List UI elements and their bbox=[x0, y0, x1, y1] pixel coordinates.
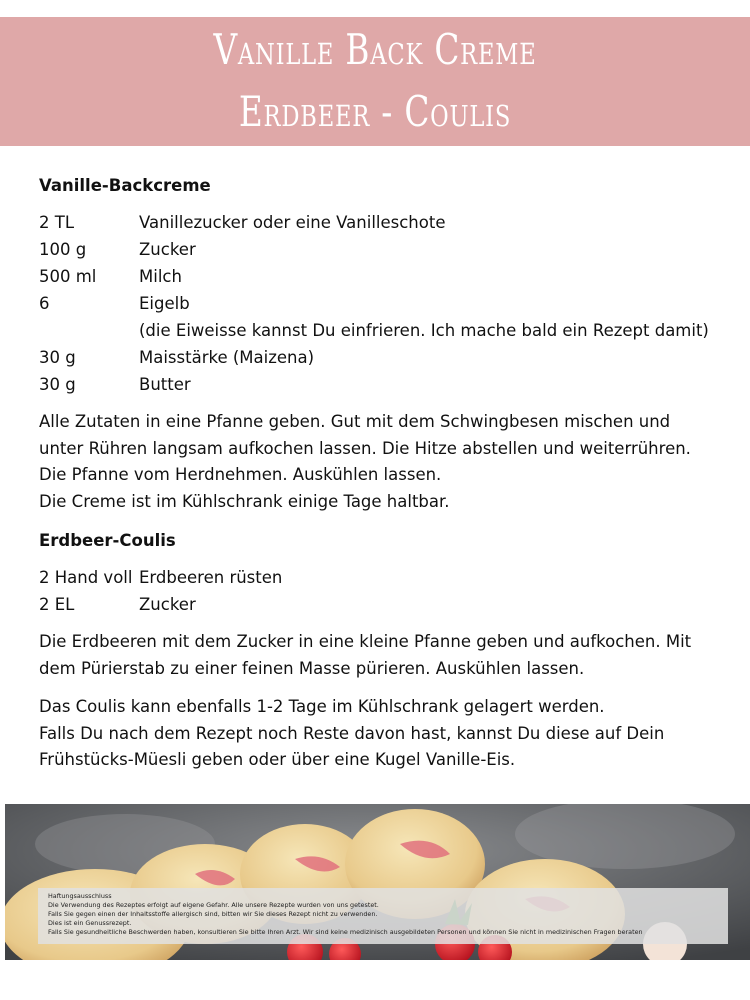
ingredient-amount: 6 bbox=[39, 294, 50, 313]
instruction-line: Falls Du nach dem Rezept noch Reste davon hast, kannst Du diese auf Dein bbox=[39, 723, 665, 743]
ingredient-item: Zucker bbox=[139, 240, 196, 259]
instruction-line: Frühstücks-Müesli geben oder über eine Kugel Vanille-Eis. bbox=[39, 750, 516, 769]
ingredient-row bbox=[39, 236, 729, 263]
ingredient-row bbox=[39, 290, 729, 317]
ingredient-amount: 30 g bbox=[39, 375, 76, 394]
recipe-content bbox=[39, 172, 729, 774]
ingredient-item: Vanillezucker oder eine Vanilleschote bbox=[139, 213, 446, 232]
ingredient-amount: 30 g bbox=[39, 348, 76, 367]
instruction-line: dem Pürierstab zu einer feinen Masse pürieren. Auskühlen lassen. bbox=[39, 658, 585, 678]
ingredient-item: Erdbeeren rüsten bbox=[139, 568, 283, 587]
instruction-line: unter Rühren langsam aufkochen lassen. Die Hitze abstellen und weiterrühren. bbox=[39, 438, 691, 458]
ingredient-amount: 100 g bbox=[39, 240, 87, 259]
ingredient-item: Maisstärke (Maizena) bbox=[139, 348, 315, 367]
disclaimer-line: Die Verwendung des Rezeptes erfolgt auf eigene Gefahr. Alle unsere Rezepte wurden von uns getestet. bbox=[48, 901, 379, 909]
ingredient-amount: 2 Hand voll bbox=[39, 568, 133, 587]
ingredient-item: Butter bbox=[139, 375, 191, 394]
instruction-line: Das Coulis kann ebenfalls 1-2 Tage im Kühlschrank gelagert werden. bbox=[39, 697, 605, 716]
disclaimer-line: Dies ist ein Genussrezept. bbox=[48, 919, 132, 927]
ingredient-row bbox=[39, 344, 729, 371]
ingredient-amount: 2 TL bbox=[39, 213, 75, 232]
title-banner bbox=[0, 17, 750, 146]
section-heading-vanille: Vanille-Backcreme bbox=[39, 176, 211, 195]
disclaimer-line: Falls Sie gesundheitliche Beschwerden haben, konsultieren Sie bitte Ihren Arzt. Wir sind keine medizinisch ausgebildeten Personen und können Sie nicht in medizinischen Fragen beraten bbox=[48, 928, 643, 936]
section-heading-coulis: Erdbeer-Coulis bbox=[39, 531, 176, 550]
instructions-vanille bbox=[39, 409, 729, 515]
ingredient-row bbox=[39, 591, 729, 618]
ingredient-row bbox=[39, 371, 729, 398]
instructions-coulis-2 bbox=[39, 694, 729, 774]
ingredient-amount: 500 ml bbox=[39, 267, 97, 286]
instructions-coulis-1 bbox=[39, 629, 729, 682]
instruction-line: Die Erdbeeren mit dem Zucker in eine kleine Pfanne geben und aufkochen. Mit bbox=[39, 632, 692, 651]
ingredient-item: Zucker bbox=[139, 595, 196, 614]
title-line-1: Vanille Back Creme bbox=[213, 25, 537, 74]
ingredient-item: Milch bbox=[139, 267, 182, 286]
instruction-line: Alle Zutaten in eine Pfanne geben. Gut mit dem Schwingbesen mischen und bbox=[39, 412, 671, 431]
ingredient-row bbox=[39, 317, 729, 344]
ingredient-item: (die Eiweisse kannst Du einfrieren. Ich mache bald ein Rezept damit) bbox=[139, 321, 709, 340]
ingredient-row bbox=[39, 564, 729, 591]
ingredient-list-vanille bbox=[39, 209, 729, 398]
ingredient-list-coulis bbox=[39, 564, 729, 618]
disclaimer-heading: Haftungsausschluss bbox=[48, 892, 112, 900]
instruction-line: Die Pfanne vom Herdnehmen. Auskühlen lassen. bbox=[39, 465, 442, 484]
title-line-2: Erdbeer - Coulis bbox=[238, 87, 512, 136]
ingredient-row bbox=[39, 209, 729, 236]
ingredient-row bbox=[39, 263, 729, 290]
ingredient-item: Eigelb bbox=[139, 294, 190, 313]
ingredient-amount: 2 EL bbox=[39, 595, 75, 614]
disclaimer-line: Falls Sie gegen einen der Inhaltsstoffe allergisch sind, bitten wir Sie dieses Rezept nicht zu verwenden. bbox=[48, 910, 378, 918]
instruction-line: Die Creme ist im Kühlschrank einige Tage haltbar. bbox=[39, 491, 450, 511]
disclaimer-box bbox=[38, 888, 728, 944]
